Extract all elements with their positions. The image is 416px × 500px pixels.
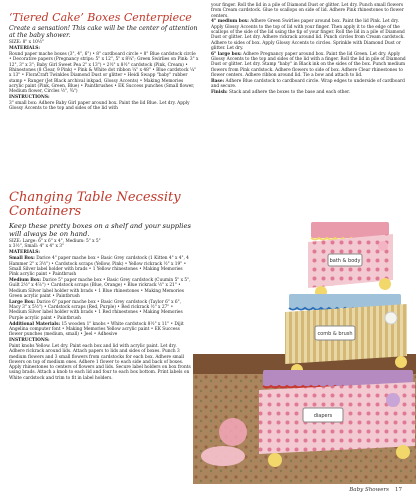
- stacked-boxes-photo: [193, 184, 416, 484]
- small-box-label-text: bath & body: [329, 258, 361, 264]
- knob: [268, 453, 282, 467]
- additional-text: 15 wooden 1" knobs • White cardstock 8½" x 11" • Dijit Angelina computer font • Making Memories Yellow acrylic paint • EK Success flower punches (medium, small) • Jeel • Adhesive: [9, 321, 184, 338]
- instructions-heading: INSTRUCTIONS:: [9, 95, 50, 101]
- materials-list: Round paper mache boxes (3", 4", 6") • 8" cardboard circle • 8" Blue cardstock circle • Decorative papers (Pregnancy strips: 5" x 12", 5" x 8¼"; Green Swirlies on Pink: 3" x 12", 3" x 3"; Baby Girl Sweet Pea 2" x 13") • 2½" x 8½" cardstock (Pink, Cream) • Rhinestones (8 Clear, 9 Pink) • Pink & White dot ribbon ¼" x 48" • Blue cardstock ¼" x 13" • FloraCraft Twinkles Diamond Dust or glitter • Heidi Swapp "baby" rubber stamp • Ranger (Jet Black archival inkpad, Glossy Accents) • Making Memories acrylic paint (Pink, Green, Blue) • Paintbrushes • EK Success punches (Small flower, Medium flower, Circles ½", ¾"): [9, 52, 199, 95]
- knob: [395, 356, 407, 368]
- base-label: Base:: [211, 78, 225, 84]
- large-box-materials-label: Large Box:: [9, 299, 35, 305]
- finish-step: [211, 90, 407, 95]
- changing-table-title: [9, 191, 192, 219]
- base-text: Adhere Blue cardstock to cardboard circle. Wrap edges to underside of cardboard and secure.: [211, 78, 405, 90]
- knob: [379, 278, 391, 290]
- tiered-cake-continued: [211, 3, 407, 96]
- medium-box-label-text: comb & brush: [317, 331, 353, 337]
- changing-instructions-heading: INSTRUCTIONS:: [9, 338, 50, 344]
- changing-materials-heading: MATERIALS:: [9, 250, 40, 256]
- medium-box-materials-text: Darice 5" paper mache box • Basic Grey cardstock (Cuumin 5" x 5", Guilt 2½" x 4⅞") • Cardstock scraps (Blue, Orange) • Blue rickrack ½" x 21" • Medium Silver label holder with brads • 1 Blue rhinestones • Making Memories Green acrylic paint • Paintbrush: [9, 278, 191, 299]
- page-number: 17: [395, 487, 402, 493]
- materials-heading: MATERIALS:: [9, 46, 40, 52]
- medium-box-materials: [9, 278, 192, 299]
- instructions-continued: your finger. Roll the lid in a pile of Diamond Dust or glitter. Let dry. Punch small flowers from Cream cardstock. Glue to scallops on side of lid. Adhere Pink rhinestones to flower centers.: [211, 3, 404, 19]
- changing-table-size-2: x 3½", Small: 4" x 4" x 3": [9, 244, 64, 250]
- changing-table-size-1: SIZE: Large: 6" x 6" x 4", Medium: 5" x 5": [9, 238, 101, 244]
- additional-materials: [9, 322, 192, 338]
- medium-box-text: Adhere Green Swirlies paper around box. Paint the lid Pink. Let dry. Apply Glossy Accents to the top of lid with your finger. Then apply it to the edge of the scallops of the side of the lid using the tip of your finger. Roll the lid in a pile of Diamond Dust or glitter. Let dry. Adhere rickrack around lid. Punch circles from Cream cardstock. Adhere to sides of box. Apply Glossy Accents to circles. Sprinkle with Diamond Dust or glitter. Let dry.: [211, 19, 405, 51]
- additional-label: Additional Materials:: [9, 321, 61, 327]
- section-name: Baby Showers: [349, 487, 389, 493]
- page-footer: [349, 487, 402, 493]
- medium-box-materials-label: Medium Box:: [9, 278, 41, 284]
- boxes-illustration: [193, 184, 416, 484]
- changing-table-title-line2: Containers: [9, 204, 82, 219]
- base-step: [211, 79, 407, 90]
- large-box-text: Adhere Pregnancy paper around box. Paint the lid Green. Let dry. Apply Glossy Accents to the top and sides of the lid with a finger. Roll the lid in pile of Diamond Dust or glitter. Let dry. Stamp "baby" in Black ink on the sides of the box. Punch medium flowers from Pink cardstock. Adhere flowers to side of box. Adhere Clear rhinestones to flower centers. Adhere ribbon around lid. Tie a bow and attach to lid.: [211, 51, 406, 79]
- large-box-materials-text: Darice 6" paper mache box • Basic Grey cardstock (Taylor 6" x 6", Macy 3" x 5½") • Cardstock scraps (Red, Purple) • Red rickrack ½" x 27" • Medium Silver label holder with brads • 1 Red rhinestones • Making Memories Purple acrylic paint • Paintbrush: [9, 299, 183, 321]
- large-box-step: [211, 52, 407, 78]
- tiered-cake-title: ‘Tiered Cake’ Boxes Centerpiece: [9, 11, 192, 24]
- large-box-materials: [9, 300, 192, 321]
- finish-label: Finish:: [211, 90, 228, 96]
- finish-text: Stack and adhere the boxes to the base and each other.: [228, 90, 351, 96]
- large-box-label-text: diapers: [313, 413, 333, 419]
- tiered-cake-intro: Create a sensation! This cake will be the center of attention at the baby shower.: [9, 24, 198, 40]
- changing-table-intro: Keep these pretty boxes on a shelf and your supplies will always be on hand.: [9, 222, 191, 238]
- tiered-cake-column: [9, 12, 199, 112]
- instructions-text: 3" small box: Adhere Baby Girl paper around box. Paint the lid Blue. Let dry. Apply Glossy Accents to the top and sides of the lid with: [9, 101, 190, 112]
- changing-table-title-line1: Changing Table Necessity: [9, 190, 181, 205]
- small-box-label: Small Box:: [9, 256, 35, 262]
- changing-instructions-text: Paint knobs Yellow. Let dry. Paint each box and lid with acrylic paint. Let dry. Adhere rickrack around lids. Attach papers to lids and sides of boxes. Punch 3 medium flowers and 3 small flowers from cardstocks for each box. Adhere small flowers on top of medium ones. Adhere 1 flower to each side and back of boxes. Apply rhinestones to centers of flowers and lids. Secure label holders on box fronts using brads. Attach a knob to each lid and four to each box bottom. Print labels on White cardstock and trim to fit in label holders.: [9, 343, 191, 381]
- medium-box-label: 4" medium box:: [211, 19, 249, 25]
- small-box-materials: [9, 256, 192, 277]
- small-box-text: Darice 4" paper mache box • Basic Grey cardstock (1 Kitten 4" x 4", 4 Hammer 2" x 3½") • Cardstock scraps (Yellow, Pink) • Yellow rickrack ½" x 19" • Small Silver label holder with brads • 1 Yellow rhinestones • Making Memories Pink acrylic paint • Paintbrush: [9, 256, 189, 278]
- tiered-cake-size: SIZE: 8" x 10½": [9, 40, 45, 46]
- medium-box-step: [211, 19, 407, 51]
- large-box-label: 6" large box:: [211, 51, 242, 57]
- knob: [396, 445, 410, 459]
- changing-table-column: [9, 191, 192, 382]
